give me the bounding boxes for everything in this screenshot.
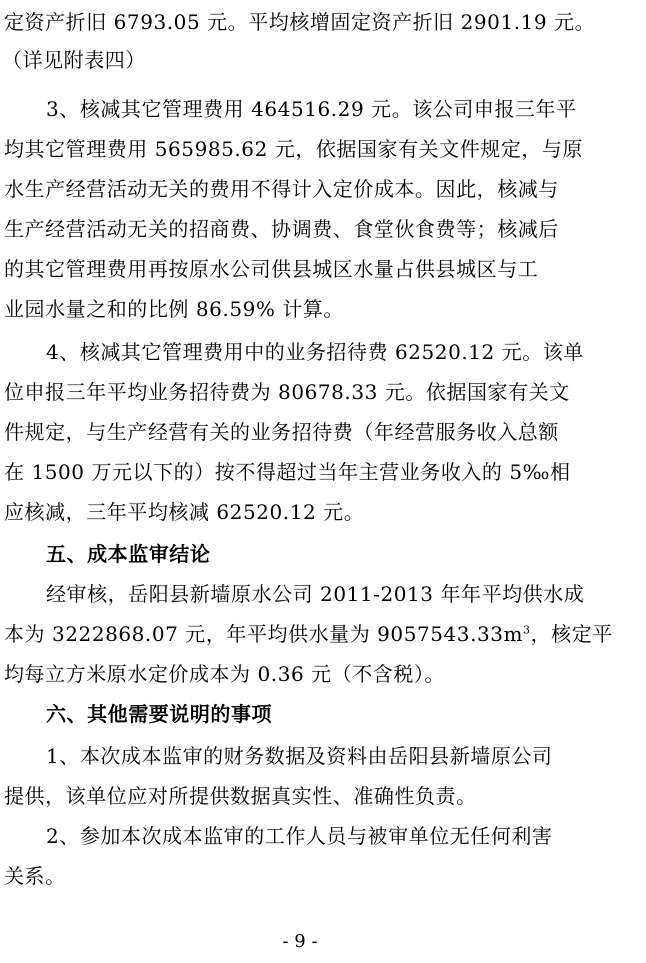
text-line-13: 应核减，三年平均核减 62520.12 元。 bbox=[4, 500, 365, 524]
text-line-6: 生产经营活动无关的招商费、协调费、食堂伙食费等；核减后 bbox=[4, 217, 559, 241]
text-line-4: 均其它管理费用 565985.62 元，依据国家有关文件规定，与原 bbox=[4, 137, 584, 161]
text-line-19: 1、本次成本监审的财务数据及资料由岳阳县新墙原公司 bbox=[46, 744, 553, 768]
text-line-10: 位申报三年平均业务招待费为 80678.33 元。依据国家有关文 bbox=[4, 380, 570, 404]
text-line-2: （详见附表四） bbox=[2, 48, 146, 72]
page-number: - 9 - bbox=[282, 931, 318, 952]
text-line-22: 关系。 bbox=[4, 864, 66, 888]
section-heading-6: 六、其他需要说明的事项 bbox=[46, 702, 273, 726]
text-line-16 bbox=[4, 620, 613, 648]
text-line-16-tail: ，核定平 bbox=[530, 622, 613, 646]
section-heading-5: 五、成本监审结论 bbox=[46, 542, 211, 566]
text-line-9: 4、核减其它管理费用中的业务招待费 62520.12 元。该单 bbox=[46, 340, 584, 364]
text-line-16-main: 本为 3222868.07 元，年平均供水量为 9057543.33m bbox=[4, 622, 524, 646]
text-line-1: 定资产折旧 6793.05 元。平均核增固定资产折旧 2901.19 元。 bbox=[4, 10, 596, 34]
text-line-11: 件规定，与生产经营有关的业务招待费（年经营服务收入总额 bbox=[4, 420, 559, 444]
text-line-3: 3、核减其它管理费用 464516.29 元。该公司申报三年平 bbox=[46, 97, 577, 121]
text-line-12: 在 1500 万元以下的）按不得超过当年主营业务收入的 5‰相 bbox=[4, 460, 571, 484]
text-line-21: 2、参加本次成本监审的工作人员与被审单位无任何利害 bbox=[46, 824, 553, 848]
text-line-8: 业园水量之和的比例 86.59% 计算。 bbox=[4, 297, 344, 321]
text-line-7: 的其它管理费用再按原水公司供县城区水量占供县城区与工 bbox=[4, 257, 539, 281]
cubic-superscript: 3 bbox=[523, 623, 531, 637]
text-line-15: 经审核，岳阳县新墙原水公司 2011-2013 年年平均供水成 bbox=[46, 582, 585, 606]
text-line-17: 均每立方米原水定价成本为 0.36 元（不含税）。 bbox=[4, 662, 445, 686]
text-line-5: 水生产经营活动无关的费用不得计入定价成本。因此，核减与 bbox=[4, 177, 559, 201]
text-line-20: 提供，该单位应对所提供数据真实性、准确性负责。 bbox=[4, 784, 477, 808]
